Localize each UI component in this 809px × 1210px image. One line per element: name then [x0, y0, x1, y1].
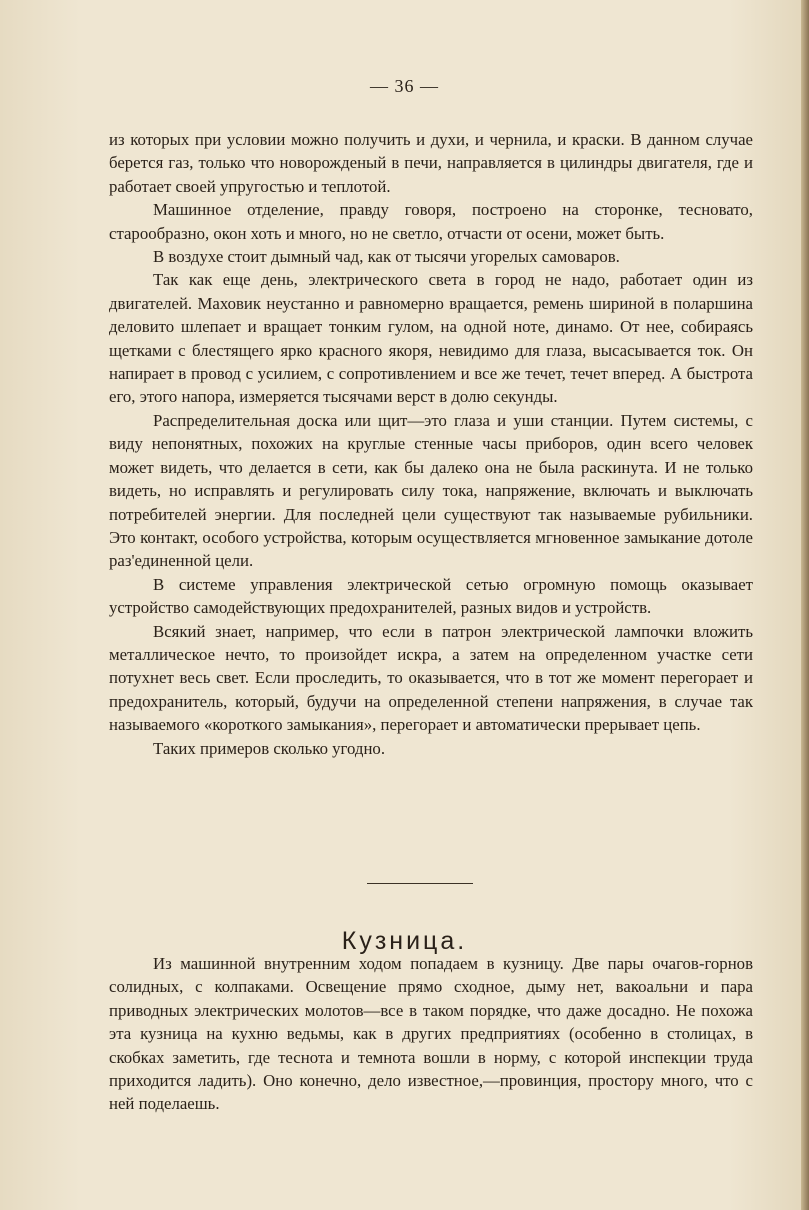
paragraph: В воздухе стоит дымный чад, как от тысячи угорелых самоваров.	[153, 247, 620, 267]
paragraph: Из машинной внутренним ходом попадаем в кузницу. Две пары очагов-горнов солидных, с колпаками. Освещение прямо сходное, дыму нет, вакоальни и пара приводных электрических молотов—все в таком порядке, что даже досадно. Не похожа эта кузница на кухню ведьмы, как в других предприятиях (особенно в столицах, в скобках заметить, где теснота и темнота вошли в норму, с которой инспекции труда приходится ладить). Оно конечно, дело известное,—провинция, простору много, что с ней поделаешь.	[109, 954, 753, 1114]
section-divider	[367, 883, 473, 884]
page-edge-shadow	[801, 0, 809, 1210]
page-number: — 36 —	[370, 76, 439, 96]
section-title: Кузница.	[341, 926, 468, 955]
paragraph: Так как еще день, электрического света в город не надо, работает один из двигателей. Маховик неустанно и равномерно вращается, ремень шириной в поларшина деловито шлепает и вращает тонким гулом, на одной ноте, динамо. От нее, собираясь щетками с блестящего ярко красного якоря, невидимо для глаза, высасывается ток. Он напирает в провод с усилием, с сопротивлением и все же течет, течет вперед. А быстрота его, этого напора, измеряется тысячами верст в долю секунды.	[109, 270, 753, 407]
paragraph: В системе управления электрической сетью огромную помощь оказывает устройство самодействующих предохранителей, разных видов и устройств.	[109, 574, 753, 618]
main-text	[109, 128, 753, 760]
section-text	[109, 952, 753, 1116]
paragraph: из которых при условии можно получить и духи, и чернила, и краски. В данном случае берется газ, только что новорожденый в печи, направляется в цилиндры двигателя, где и работает своей упругостью и теплотой.	[109, 130, 753, 196]
paragraph: Машинное отделение, правду говоря, построено на сторонке, тесновато, старообразно, окон хоть и много, но не светло, отчасти от осени, может быть.	[109, 200, 753, 243]
paragraph: Таких примеров сколько угодно.	[153, 738, 386, 758]
paragraph: Всякий знает, например, что если в патрон электрической лампочки вложить металлическое нечто, то произойдет искра, а затем на определенном участке сети потухнет весь свет. Если проследить, то оказывается, что в тот же момент перегорает и предохранитель, который, будучи на определенной степени напряжения, в случае так называемого «короткого замыкания», перегорает и автоматически прерывает цепь.	[109, 621, 753, 735]
paragraph: Распределительная доска или щит—это глаза и уши станции. Путем системы, с виду непонятных, похожих на круглые стенные часы приборов, один всего человек может видеть, что делается в сети, как бы далеко она не была раскинута. И не только видеть, но исправлять и регулировать силу тока, напряжение, включать и выключать потребителей энергии. Для последней цели существуют так называемые рубильники. Это контакт, особого устройства, которым осуществляется мгновенное замыкание дотоле раз'единенной цели.	[109, 410, 753, 571]
